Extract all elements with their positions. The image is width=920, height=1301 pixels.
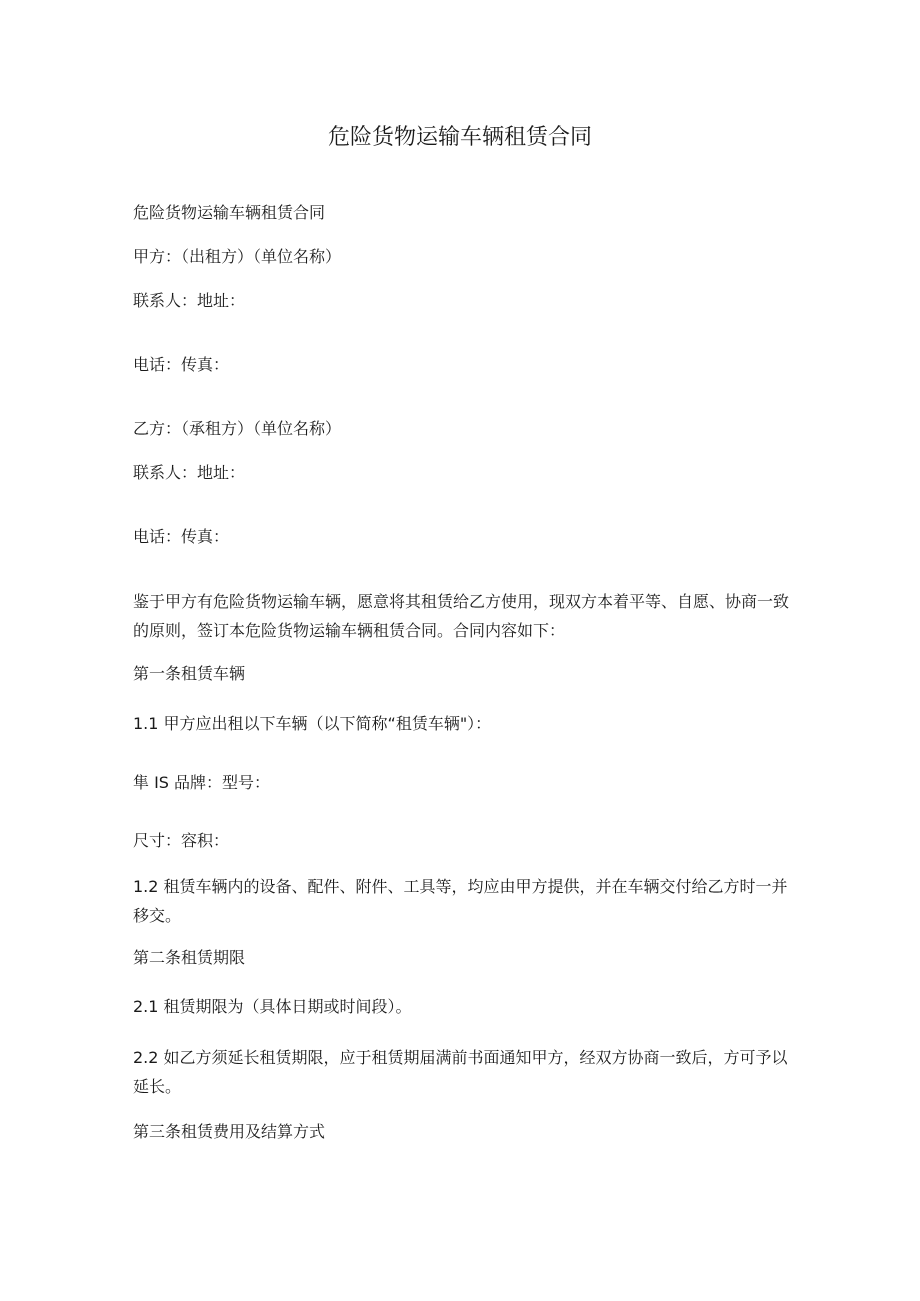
vehicle-brand-line: 隼 IS 品牌：型号： [133,773,271,792]
clause-1-1: 1.1 甲方应出租以下车辆（以下简称“租赁车辆"）： [133,714,492,733]
party-b-contact: 联系人：地址： [133,463,246,482]
party-b-line: 乙方：（承租方）（单位名称） [133,419,342,438]
preamble-paragraph: 鉴于甲方有危险货物运输车辆，愿意将其租赁给乙方使用，现双方本着平等、自愿、协商一致的原则，签订本危险货物运输车辆租赁合同。合同内容如下： [133,592,790,640]
article-2-heading: 第二条租赁期限 [133,948,246,967]
clause-2-1: 2.1 租赁期限为（具体日期或时间段）。 [133,997,412,1016]
vehicle-size-line: 尺寸：容积： [133,831,230,850]
party-a-contact: 联系人：地址： [133,291,246,310]
clause-2-2: 2.2 如乙方须延长租赁期限，应于租赁期届满前书面通知甲方，经双方协商一致后，方可予以延长。 [133,1048,788,1096]
party-a-phone: 电话：传真： [133,355,230,374]
party-b-phone: 电话：传真： [133,527,230,546]
page-title: 危险货物运输车辆租赁合同 [327,125,592,150]
party-a-line: 甲方：（出租方）（单位名称） [133,247,342,266]
doc-subtitle: 危险货物运输车辆租赁合同 [133,203,326,222]
article-3-heading: 第三条租赁费用及结算方式 [133,1122,326,1141]
clause-1-2: 1.2 租赁车辆内的设备、配件、附件、工具等，均应由甲方提供，并在车辆交付给乙方时一并移交。 [133,877,788,925]
article-1-heading: 第一条租赁车辆 [133,664,246,683]
